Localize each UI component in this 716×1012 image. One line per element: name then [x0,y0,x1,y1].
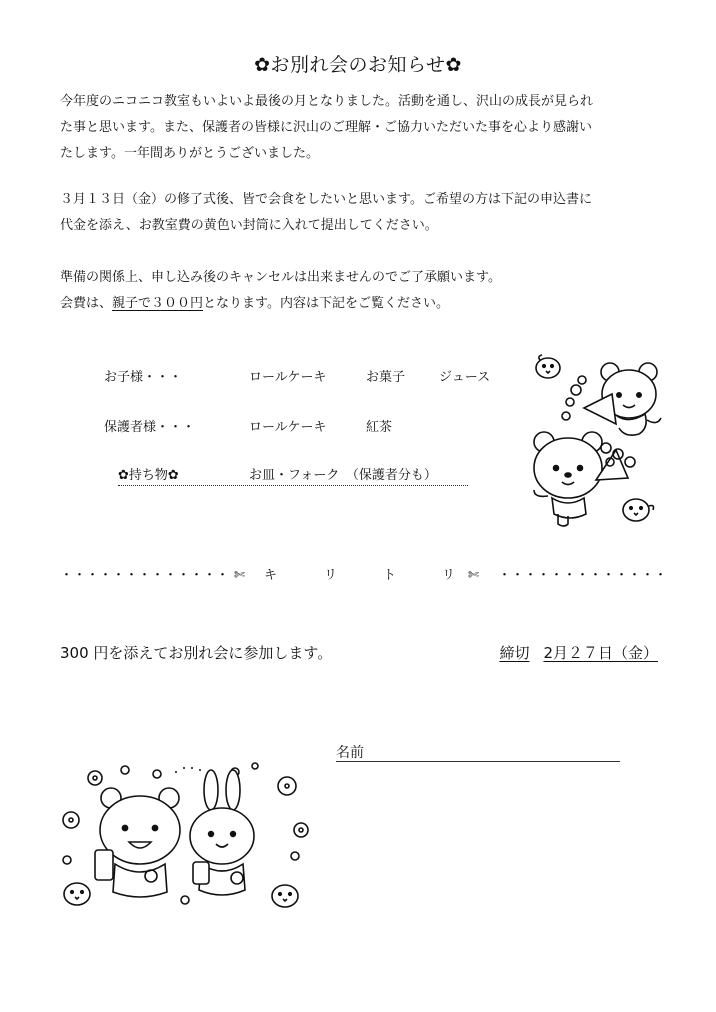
fee-suffix: となります。内容は下記をご覧ください。 [203,296,449,311]
event-paragraph [60,187,660,239]
name-label: 名前 [336,745,364,761]
notice-line: 準備の関係上、申し込み後のキャンセルは出来ませんのでご了承願います。 [60,270,501,285]
scissors-icon: ✄ [468,568,479,583]
menu-item: ジュース [439,370,491,385]
cut-char: ト [383,568,397,583]
menu-item: ロールケーキ [249,420,327,435]
bear-icon [95,788,180,897]
bear-rabbit-illustration [55,760,315,920]
cut-dots-right: ・・・・・・・・・・・・・ [498,568,668,583]
chick-icon [64,883,90,905]
event-line: ３月１３日（金）の修了式後、皆で会食をしたいと思います。ご希望の方は下記の申込書に [60,192,592,207]
deadline-label: 締切 [499,644,530,662]
cut-char: キ [264,568,278,583]
fee-prefix: 会費は、 [60,296,113,311]
bear-icon [534,432,602,526]
name-field[interactable] [336,761,620,762]
deadline [499,642,658,663]
cut-line [60,566,668,586]
bears-bouquet-illustration [522,350,672,530]
event-line: 代金を添え、お教室費の黄色い封筒に入れて提出してください。 [60,218,438,233]
cut-char: リ [442,568,456,583]
flower-icon [63,812,79,828]
intro-line: 今年度のニコニコ教室もいよいよ最後の月となりました。活動を通し、沢山の成長が見られ [60,94,594,109]
rabbit-icon [190,770,254,895]
fee-amount: 親子で３００円 [112,296,204,311]
chick-icon [272,885,298,907]
intro-line: たします。一年間ありがとうございました。 [60,146,319,161]
parents-menu-label: 保護者様・・・ [104,420,196,435]
flower-icon [88,771,102,785]
menu-item: ロールケーキ [249,370,327,385]
flower-icon [294,823,308,837]
join-statement: 300 円を添えてお別れ会に参加します。 [60,644,333,662]
fee-line [60,291,660,317]
bring-value: お皿・フォーク （保護者分も） [249,468,437,483]
intro-line: た事と思います。また、保護者の皆様に沢山のご理解・ご協力いただいた事を心より感謝い [60,120,592,135]
bring-label: ✿持ち物✿ [118,468,179,483]
scissors-icon: ✄ [234,568,245,583]
chick-icon [536,355,560,378]
cut-dots-left: ・・・・・・・・・・・・・ [60,568,230,583]
cut-char: リ [324,568,338,583]
menu-item: 紅茶 [366,420,393,435]
intro-paragraph [60,89,660,167]
chick-icon [623,499,654,521]
deadline-date: 2月２７日（金） [543,644,658,662]
flower-icon [278,777,296,795]
menu-item: お菓子 [366,370,406,385]
dotted-underline [118,485,468,486]
page-title: ✿お別れ会のお知らせ✿ [254,54,462,76]
children-menu-label: お子様・・・ [104,370,183,385]
